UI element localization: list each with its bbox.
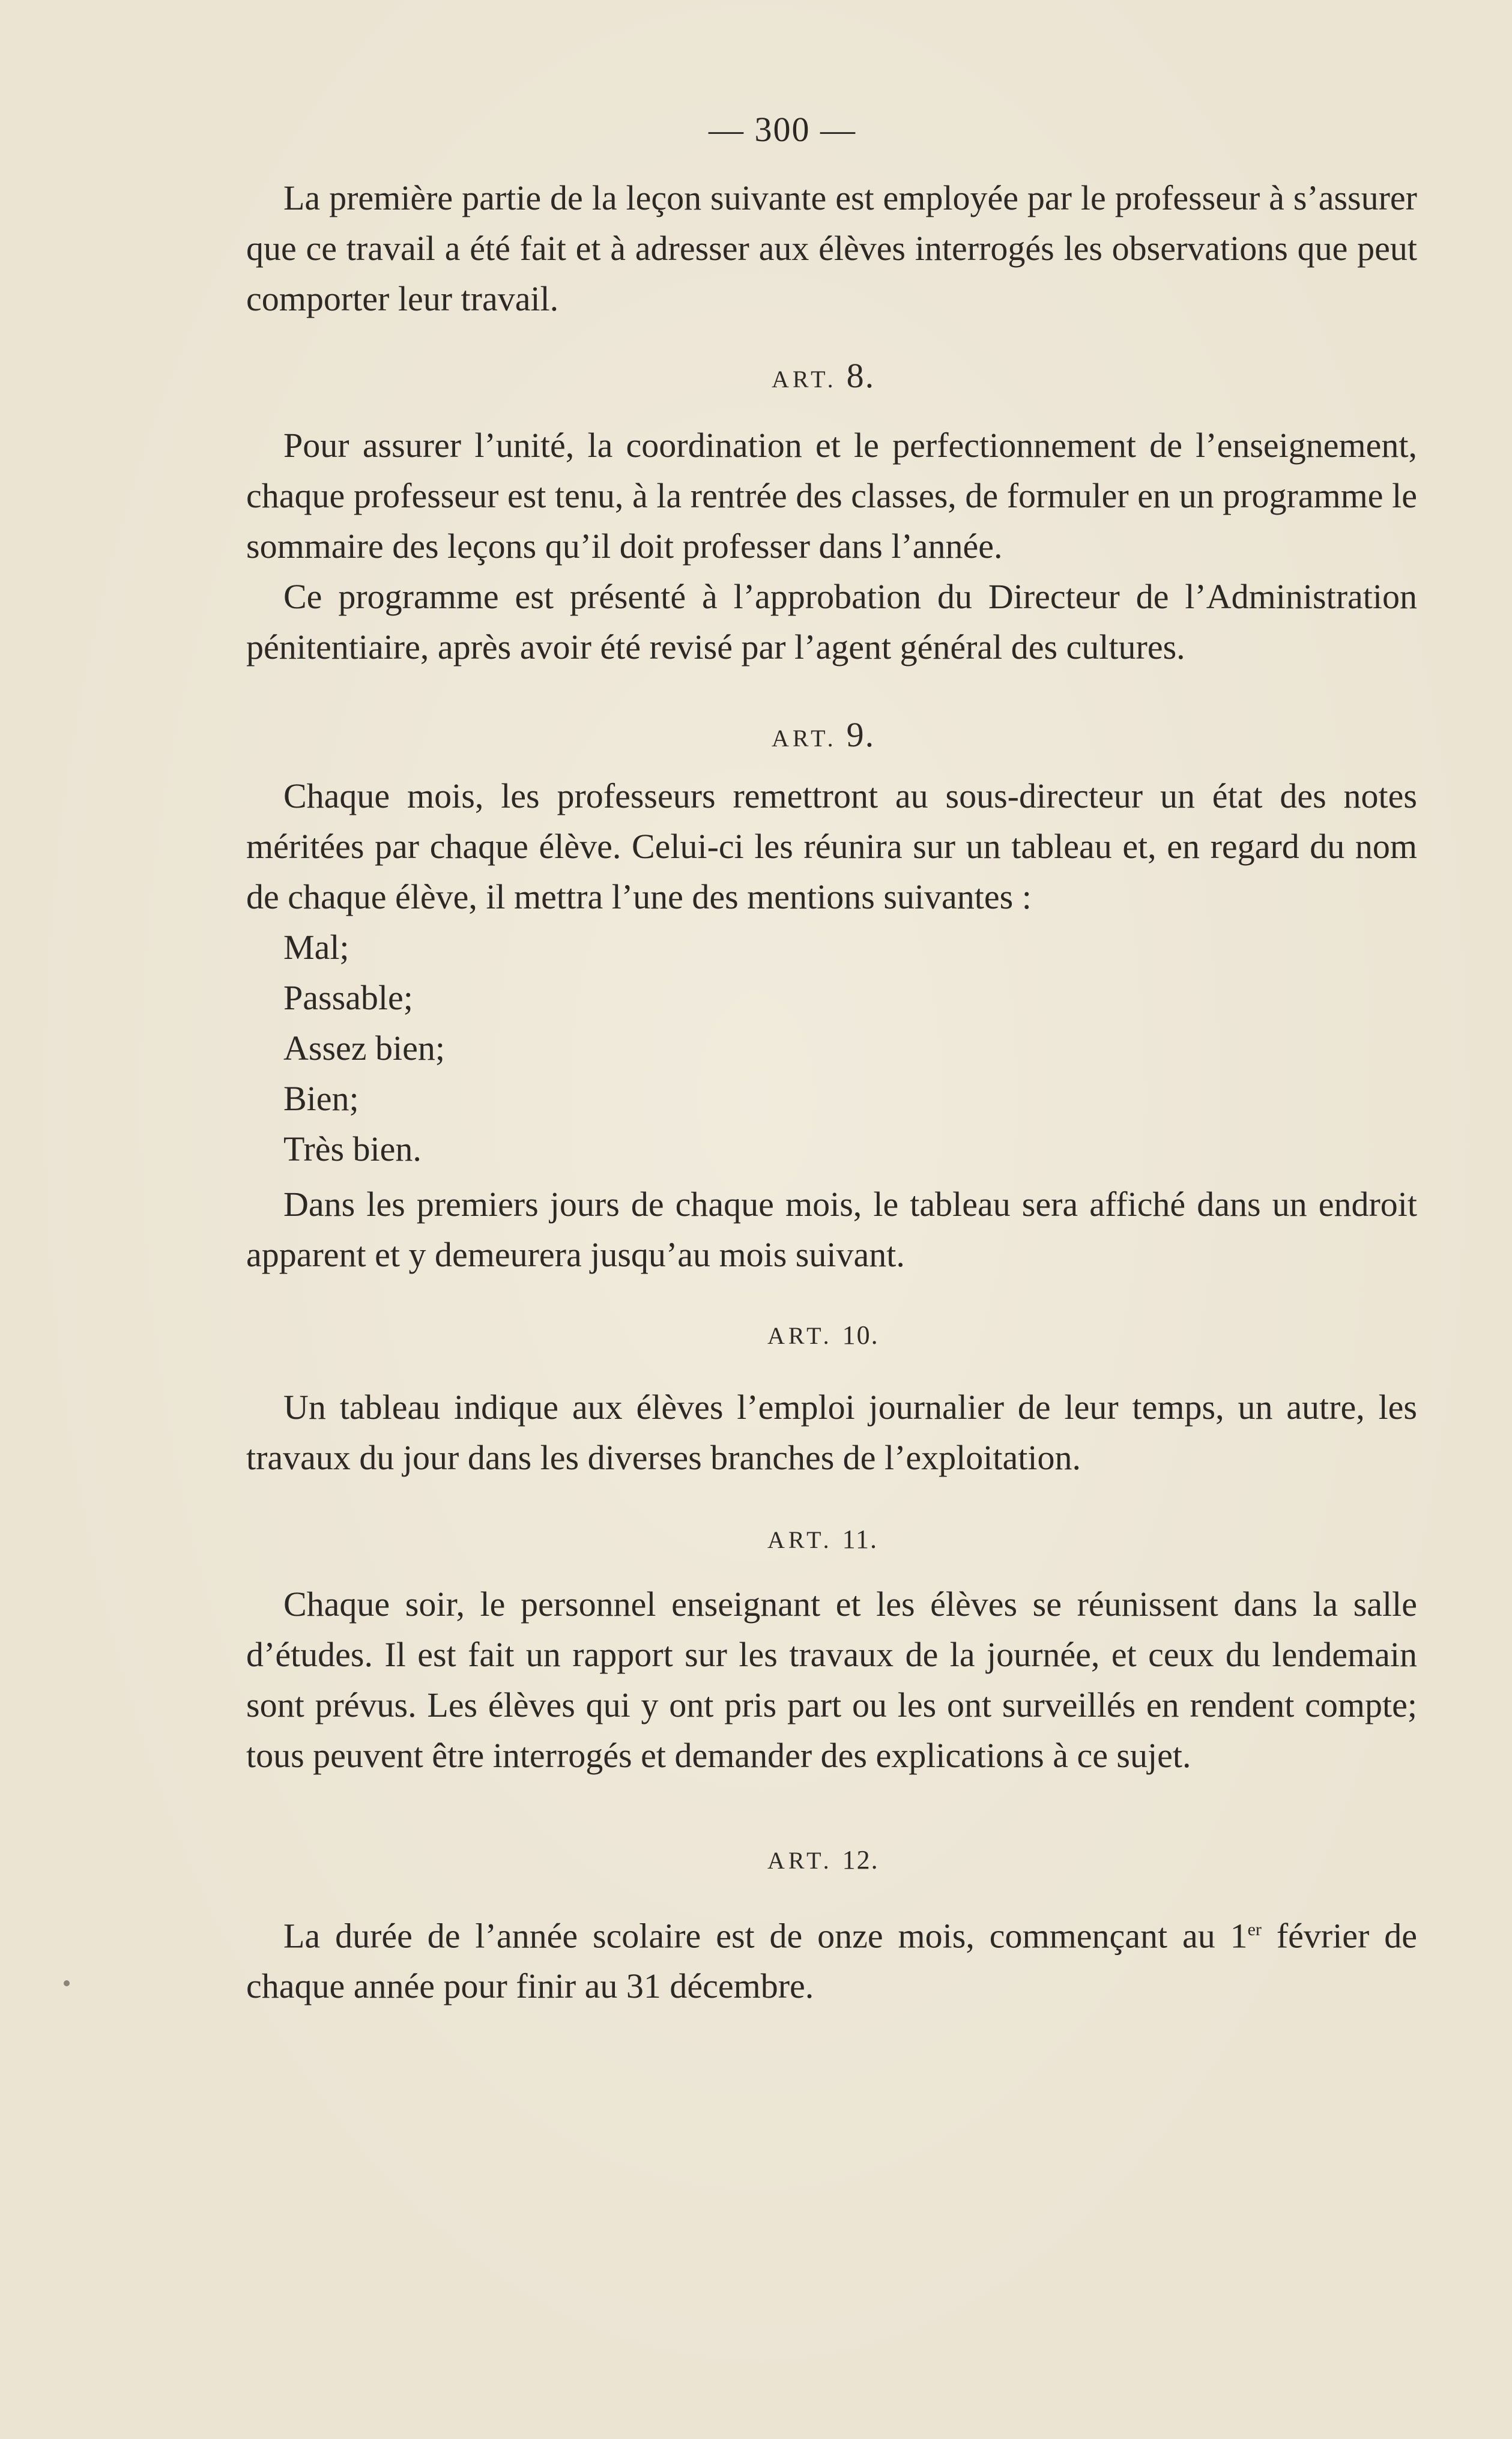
paragraph-7: Chaque soir, le personnel enseignant et les élèves se réunissent dans la salle d’études. Il est fait un rapport sur les travaux de la journée, et ceux du lendemain sont prévus. Les élèves qui y ont pris part ou les ont surveillés en rendent compte; tous peuvent être interrogés et demander des explications à ce sujet. — [246, 1585, 1417, 1775]
article-number: 10. — [842, 1320, 879, 1350]
article-label: ART. — [772, 725, 837, 752]
superscript: er — [1247, 1920, 1262, 1939]
paragraph-4: Chaque mois, les professeurs remettront au sous-directeur un état des notes méritées par chaque élève. Celui-ci les réunira sur un tableau et, en regard du nom de chaque élève, il mettra l’une des mentions suivantes : — [246, 776, 1417, 916]
paragraph-2: Pour assurer l’unité, la coordination et le perfectionnement de l’enseignement, chaque professeur est tenu, à la rentrée des classes, de formuler en un programme le sommaire des leçons qu’il doit professer dans l’année. — [246, 426, 1417, 566]
article-label: ART. — [767, 1526, 833, 1553]
paragraph-6: Un tableau indique aux élèves l’emploi journalier de leur temps, un autre, les travaux du jour dans les diverses branches de l’exploitation. — [246, 1388, 1417, 1477]
article-11-heading — [767, 1524, 878, 1555]
article-label: ART. — [767, 1847, 833, 1874]
mention-item: Bien; — [283, 1079, 359, 1118]
article-10-heading — [767, 1320, 879, 1350]
article-8-heading — [772, 355, 875, 396]
paragraph-8 — [246, 1905, 1417, 2011]
article-number: 8. — [846, 356, 875, 395]
article-9-heading — [772, 715, 875, 755]
paragraph-8-text: La durée de l’année scolaire est de onze mois, commençant au 1 — [283, 1916, 1248, 1956]
paragraph-5: Dans les premiers jours de chaque mois, le tableau sera affiché dans un endroit apparent et y demeurera jusqu’au mois suivant. — [246, 1185, 1417, 1274]
article-label: ART. — [772, 366, 837, 393]
article-12-heading — [767, 1845, 879, 1875]
article-number: 11. — [842, 1525, 878, 1554]
page-number: — 300 — — [709, 110, 856, 149]
article-number: 12. — [842, 1845, 879, 1875]
mention-item: Passable; — [283, 978, 413, 1017]
article-number: 9. — [846, 715, 875, 754]
paragraph-1: La première partie de la leçon suivante est employée par le professeur à s’assurer que ce travail a été fait et à adresser aux élèves interrogés les observations que peut comporter leur travail. — [246, 178, 1417, 318]
paragraph-8-text-end: février de chaque année pour finir au 31 décembre. — [246, 1916, 1418, 2006]
mention-item: Mal; — [283, 928, 349, 967]
margin-mark — [64, 1980, 70, 1986]
paragraph-3: Ce programme est présenté à l’approbation du Directeur de l’Administration pénitentiaire, après avoir été revisé par l’agent général des cultures. — [246, 577, 1417, 666]
article-label: ART. — [767, 1322, 833, 1349]
mention-item: Très bien. — [283, 1129, 422, 1168]
mention-item: Assez bien; — [283, 1029, 445, 1068]
